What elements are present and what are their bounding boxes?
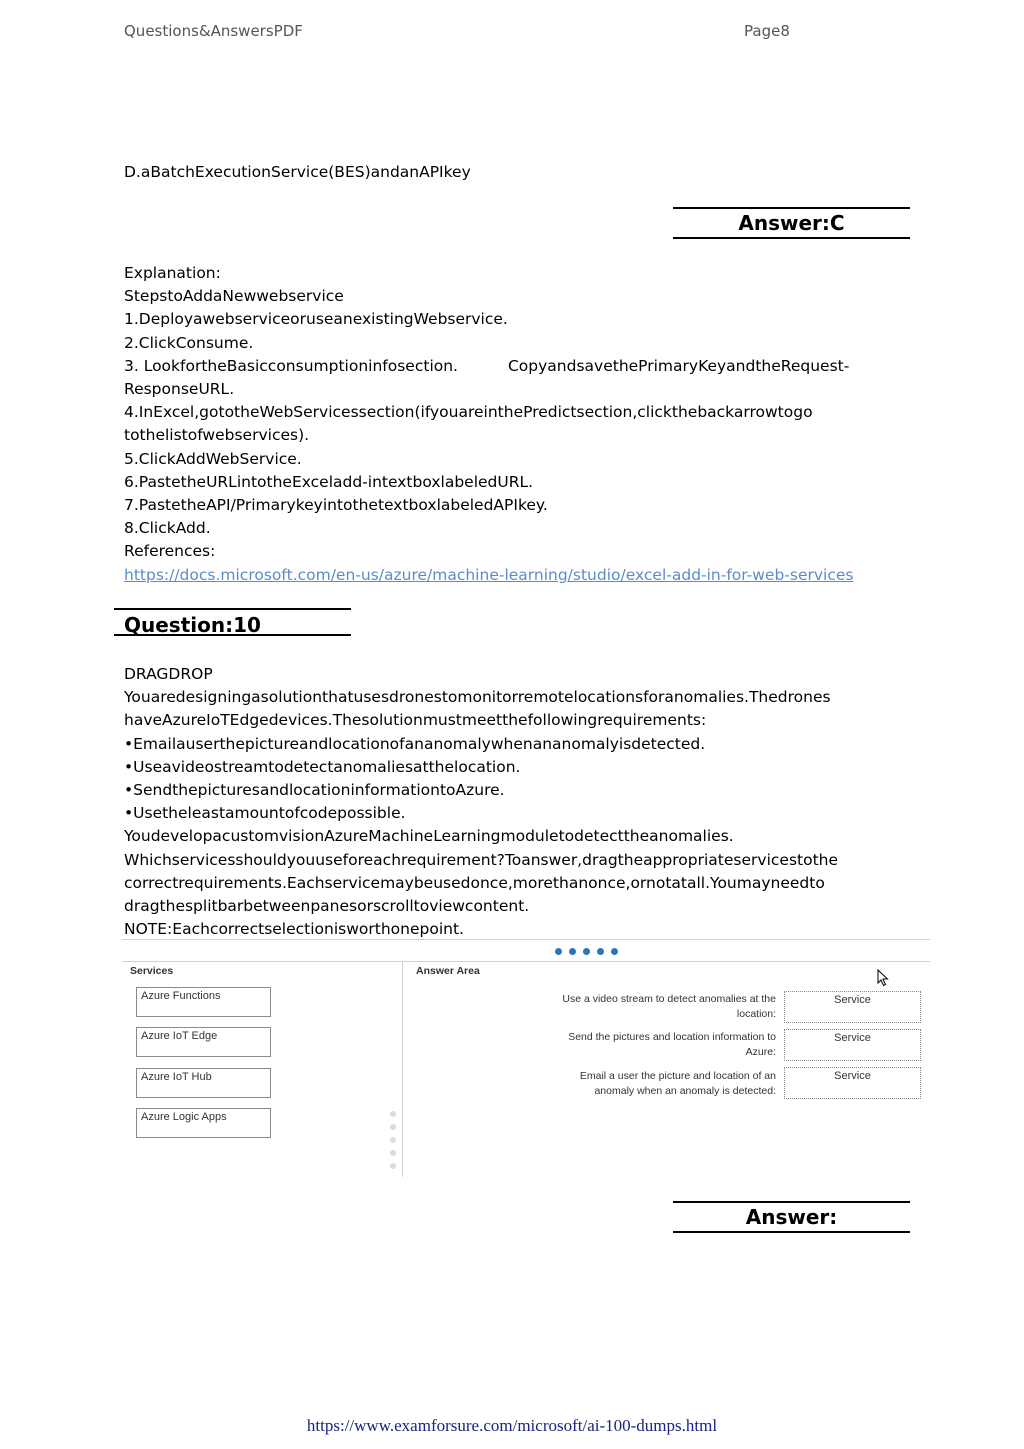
page-number: Page8 bbox=[744, 22, 790, 40]
handle-dot bbox=[390, 1150, 396, 1156]
drag-drop-exhibit bbox=[122, 939, 930, 1179]
option-d bbox=[124, 161, 914, 184]
answer-slot-video-stream[interactable]: Service bbox=[784, 991, 921, 1023]
requirement-label: Use a video stream to detect anomalies at the bbox=[562, 993, 776, 1005]
step-1: 1.DeployawebserviceoruseanexistingWebservice. bbox=[124, 310, 508, 329]
service-azure-functions[interactable]: Azure Functions bbox=[136, 987, 271, 1017]
step-8: 8.ClickAdd. bbox=[124, 519, 211, 538]
pager-dot bbox=[597, 948, 604, 955]
requirement-label-cont: Azure: bbox=[745, 1046, 776, 1058]
pager-dot bbox=[569, 948, 576, 955]
handle-dot bbox=[390, 1111, 396, 1117]
explanation-label: Explanation: bbox=[124, 264, 221, 282]
requirement-label: Email a user the picture and location of an bbox=[579, 1070, 776, 1082]
step-7: 7.PastetheAPI/PrimarykeyintothetextboxlabeledAPIkey. bbox=[124, 496, 548, 515]
step-3-part-b: CopyandsavethePrimaryKeyandtheRequest- bbox=[507, 356, 850, 375]
question-heading: Question:10 bbox=[114, 608, 351, 636]
footer-url[interactable]: https://www.examforsure.com/microsoft/ai-100-dumps.html bbox=[306, 1416, 718, 1435]
requirement-bullet-3: •SendthepicturesandlocationinformationtoAzure. bbox=[124, 781, 505, 800]
service-azure-iot-edge[interactable]: Azure IoT Edge bbox=[136, 1027, 271, 1057]
answer-area-title: Answer Area bbox=[416, 965, 480, 977]
requirement-label-cont: location: bbox=[736, 1008, 776, 1020]
question-line-4: Whichservicesshouldyouuseforeachrequirement?Toanswer,dragtheappropriateservicestothe bbox=[124, 850, 839, 869]
service-azure-logic-apps[interactable]: Azure Logic Apps bbox=[136, 1108, 271, 1138]
step-6: 6.PastetheURLintotheExceladd-intextboxlabeledURL. bbox=[124, 472, 534, 491]
step-2: 2.ClickConsume. bbox=[124, 333, 254, 352]
requirement-bullet-4: •Usetheleastamountofcodepossible. bbox=[124, 804, 406, 823]
pager-dots bbox=[555, 948, 618, 955]
reference-link[interactable]: https://docs.microsoft.com/en-us/azure/machine-learning/studio/excel-add-in-for-web-services bbox=[124, 565, 854, 584]
requirement-video-stream bbox=[526, 992, 776, 1022]
question-type: DRAGDROP bbox=[124, 665, 213, 683]
requirement-label-cont: anomaly when an anomaly is detected: bbox=[594, 1085, 776, 1097]
requirement-bullet-1: •Emailauserthepictureandlocationofananomalywhenananomalyisdetected. bbox=[124, 734, 706, 753]
question-note: NOTE:Eachcorrectselectionisworthonepoint. bbox=[124, 920, 464, 939]
exhibit-top-border bbox=[122, 939, 930, 940]
question-line-3: YoudevelopacustomvisionAzureMachineLearningmoduletodetecttheanomalies. bbox=[124, 827, 734, 846]
handle-dot bbox=[390, 1163, 396, 1169]
header-left: Questions&AnswersPDF bbox=[124, 22, 303, 40]
requirement-label: Send the pictures and location information to bbox=[568, 1031, 776, 1043]
requirement-bullet-2: •Useavideostreamtodetectanomaliesatthelocation. bbox=[124, 757, 521, 776]
option-d-text: D.aBatchExecutionService(BES)andanAPIkey bbox=[124, 163, 471, 181]
question-text bbox=[124, 663, 914, 941]
pane-split-bar[interactable] bbox=[402, 962, 403, 1177]
requirement-email-user bbox=[526, 1069, 776, 1099]
pager-dot bbox=[611, 948, 618, 955]
answer-slot-email-user[interactable]: Service bbox=[784, 1067, 921, 1099]
step-3-part-a: 3. LookfortheBasicconsumptioninfosection. bbox=[124, 356, 458, 375]
explanation-title: StepstoAddaNewwebservice bbox=[124, 287, 344, 306]
answer-c-heading: Answer:C bbox=[673, 207, 910, 239]
pager-dot bbox=[555, 948, 562, 955]
mouse-cursor-icon bbox=[877, 969, 889, 987]
split-bar-handle[interactable] bbox=[390, 1111, 396, 1169]
references-label: References: bbox=[124, 542, 216, 561]
step-3-cont: ResponseURL. bbox=[124, 380, 235, 399]
step-5: 5.ClickAddWebService. bbox=[124, 449, 302, 468]
pager-dot bbox=[583, 948, 590, 955]
step-4: 4.InExcel,gototheWebServicessection(ifyouareinthePredictsection,clickthebackarrowtogo bbox=[124, 403, 813, 422]
question-line-5: correctrequirements.Eachservicemaybeusedonce,morethanonce,ornotatall.Youmayneedto bbox=[124, 873, 825, 892]
question-line-6: dragthesplitbarbetweenpanesorscrolltoviewcontent. bbox=[124, 897, 530, 916]
services-title: Services bbox=[130, 965, 174, 977]
service-azure-iot-hub[interactable]: Azure IoT Hub bbox=[136, 1068, 271, 1098]
question-line-2: haveAzureIoTEdgedevices.Thesolutionmustmeetthefollowingrequirements: bbox=[124, 711, 707, 730]
explanation bbox=[124, 262, 914, 587]
answer-slot-send-pictures[interactable]: Service bbox=[784, 1029, 921, 1061]
step-4-cont: tothelistofwebservices). bbox=[124, 426, 310, 445]
handle-dot bbox=[390, 1124, 396, 1130]
exhibit-header-border bbox=[122, 961, 930, 962]
answer-heading: Answer: bbox=[673, 1201, 910, 1233]
step-3 bbox=[124, 355, 914, 378]
requirement-send-pictures bbox=[526, 1030, 776, 1060]
question-line-1: Youaredesigningasolutionthatusesdronestomonitorremotelocationsforanomalies.Thedrones bbox=[124, 688, 831, 707]
handle-dot bbox=[390, 1137, 396, 1143]
